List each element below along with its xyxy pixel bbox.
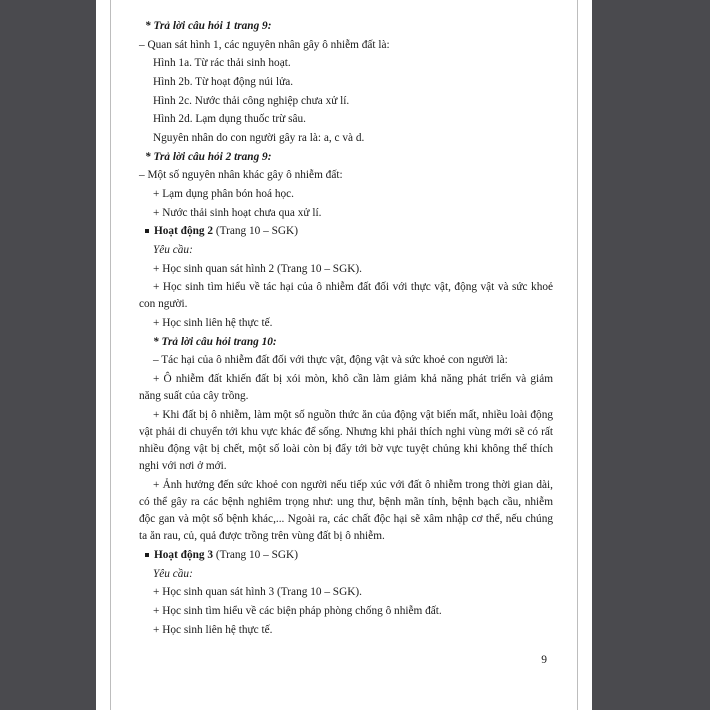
page-inner-frame: [110, 0, 578, 710]
paragraph-hinh-2b: Hình 2b. Từ hoạt động núi lửa.: [153, 75, 294, 88]
answer-heading-trang10: * Trả lời câu hỏi trang 10:: [153, 335, 277, 348]
activity-2-label: Hoạt động 2: [154, 225, 214, 238]
paragraph-nuoc-thai: + Nước thải sinh hoạt chưa qua xử lí.: [153, 206, 322, 219]
paragraph-q1-intro: – Quan sát hình 1, các nguyên nhân gây ô nhiễm đất là:: [139, 38, 390, 51]
paragraph-hinh-2c: Hình 2c. Nước thải công nghiệp chưa xử lí.: [153, 94, 350, 107]
requirement-label-3: Yêu cầu:: [153, 567, 193, 580]
paragraph-nguyen-nhan: Nguyên nhân do con người gây ra là: a, c và d.: [153, 131, 365, 144]
paragraph-hinh-1a: Hình 1a. Từ rác thải sinh hoạt.: [153, 57, 291, 70]
bullet-square-icon: [145, 229, 149, 233]
requirement-3-item-1: + Học sinh quan sát hình 3 (Trang 10 – SGK).: [153, 586, 362, 599]
paragraph-phan-bon: + Lạm dụng phân bón hoá học.: [153, 187, 294, 200]
paragraph-hinh-2d: Hình 2d. Lạm dụng thuốc trừ sâu.: [153, 113, 306, 126]
paragraph-dong-vat: + Khi đất bị ô nhiễm, làm một số nguồn thức ăn của động vật biến mất, nhiều loài động vật phải di chuyển tới khu vực khác để sống. Nhưng khi phải thích nghi vùng mới sẽ có rất nhiều động vật bị chết, một số loài còn bị đẩy tới bờ vực tuyệt chủng khi không thể thích nghi với nơi ở mới.: [139, 408, 553, 473]
paragraph-xoi-mon: + Ô nhiễm đất khiến đất bị xói mòn, khô cần làm giảm khả năng phát triển và giảm năng suất của cây trồng.: [139, 372, 553, 403]
requirement-label-2: Yêu cầu:: [153, 243, 193, 256]
page-content: [139, 18, 553, 640]
paragraph-tac-hai-intro: – Tác hại của ô nhiễm đất đối với thực vật, động vật và sức khoẻ con người là:: [153, 354, 508, 367]
paragraph-q2-intro: – Một số nguyên nhân khác gây ô nhiễm đất:: [139, 169, 343, 182]
requirement-2-item-2: + Học sinh tìm hiểu về tác hại của ô nhiễm đất đối với thực vật, động vật và sức khoẻ con người.: [139, 281, 553, 311]
answer-heading-q1: * Trả lời câu hỏi 1 trang 9:: [145, 20, 272, 32]
activity-3-label: Hoạt động 3: [154, 549, 214, 562]
activity-3-location: (Trang 10 – SGK): [213, 549, 298, 562]
requirement-2-item-1: + Học sinh quan sát hình 2 (Trang 10 – SGK).: [153, 262, 362, 275]
bullet-square-icon: [145, 553, 149, 557]
page-number: 9: [541, 654, 547, 666]
document-page: [96, 0, 592, 710]
requirement-3-item-3: + Học sinh liên hệ thực tế.: [153, 623, 273, 636]
activity-2-location: (Trang 10 – SGK): [213, 225, 298, 238]
requirement-2-item-3: + Học sinh liên hệ thực tế.: [153, 317, 273, 329]
activity-3-heading: [139, 547, 553, 564]
activity-2-heading: [139, 223, 553, 240]
answer-heading-q2: * Trả lời câu hỏi 2 trang 9:: [145, 150, 272, 163]
paragraph-suc-khoe: + Ảnh hưởng đến sức khoẻ con người nếu tiếp xúc với đất ô nhiễm trong thời gian dài, có thể gây ra các bệnh nghiêm trọng như: ung thư, bệnh mãn tính, bệnh bạch cầu, nhiễm độc gan và một số bệnh khác,... Ngoài ra, các chất độc hại sẽ xâm nhập cơ thể, nếu chúng ta ăn rau, củ, quả được trồng trên vùng đất bị ô nhiễm.: [139, 478, 553, 543]
requirement-3-item-2: + Học sinh tìm hiểu về các biện pháp phòng chống ô nhiễm đất.: [153, 605, 442, 617]
